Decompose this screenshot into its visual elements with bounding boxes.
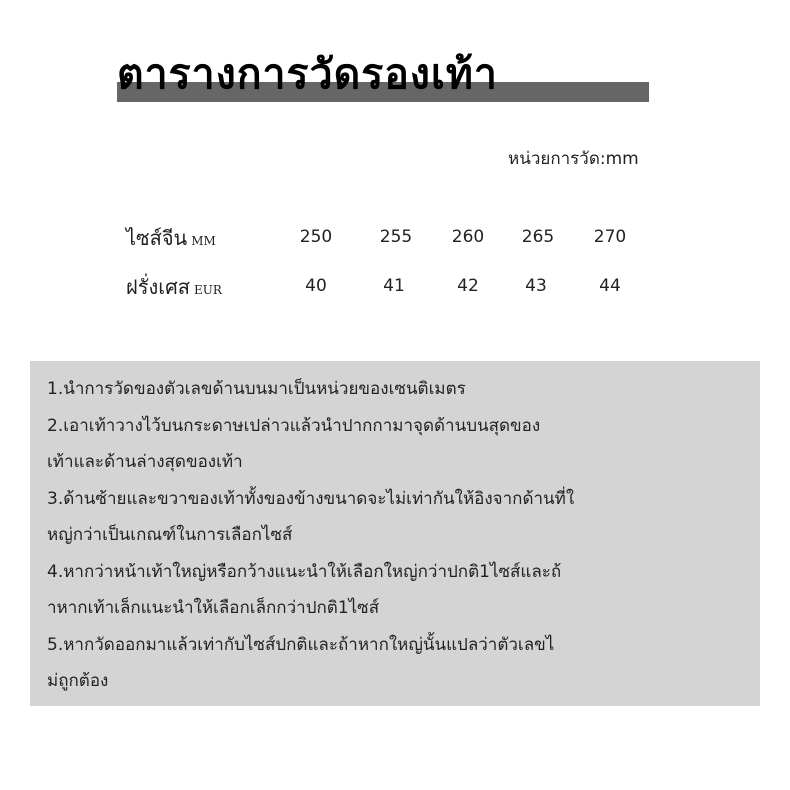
note-line: ม่ถูกต้อง <box>47 671 109 691</box>
size-cell: 265 <box>521 227 555 247</box>
size-cell: 43 <box>525 276 547 296</box>
size-row-label-cn <box>126 222 216 254</box>
size-cell: 41 <box>383 276 405 296</box>
size-row-label-eur <box>126 271 222 303</box>
page-title: ตารางการวัดรองเท้า <box>117 50 498 98</box>
note-line: 5.หากวัดออกมาแล้วเท่ากับไซส์ปกติและถ้าหากใหญ่นั้นแปลว่าตัวเลขไ <box>47 634 555 655</box>
note-line: 3.ด้านซ้ายและขวาของเท้าทั้งของข้างขนาดจะไม่เท่ากันให้อิงจากด้านที่ใ <box>47 488 575 509</box>
row-unit-text: EUR <box>193 283 222 297</box>
note-line: 1.นำการวัดของตัวเลขด้านบนมาเป็นหน่วยของเซนติเมตร <box>47 379 466 399</box>
measurement-unit-note: หน่วยการวัด:mm <box>508 149 639 169</box>
size-cell: 260 <box>451 227 485 247</box>
size-cell: 250 <box>299 227 333 247</box>
note-line: 2.เอาเท้าวางไว้บนกระดาษเปล่าวแล้วนำปากกามาจุดด้านบนสุดของ <box>47 415 541 436</box>
size-cell: 44 <box>599 276 621 296</box>
row-unit-text: MM <box>191 234 216 248</box>
note-line: หญ่กว่าเป็นเกณฑ์ในการเลือกไซส์ <box>47 525 293 545</box>
row-label-text: ฝรั่งเศส <box>126 275 190 299</box>
size-cell: 42 <box>457 276 479 296</box>
measurement-notes-panel <box>30 361 760 706</box>
notes-text <box>47 371 747 700</box>
note-line: าหากเท้าเล็กแนะนำให้เลือกเล็กกว่าปกติ1ไซส์ <box>47 598 380 618</box>
note-line: 4.หากว่าหน้าเท้าใหญ่หรือกว้างแนะนำให้เลือกใหญ่กว่าปกติ1ไซส์และถ้ <box>47 561 562 582</box>
size-cell: 255 <box>379 227 413 247</box>
note-line: เท้าและด้านล่างสุดของเท้า <box>47 452 243 472</box>
size-cell: 270 <box>593 227 627 247</box>
size-cell: 40 <box>305 276 327 296</box>
row-label-text: ไซส์จีน <box>126 226 188 250</box>
